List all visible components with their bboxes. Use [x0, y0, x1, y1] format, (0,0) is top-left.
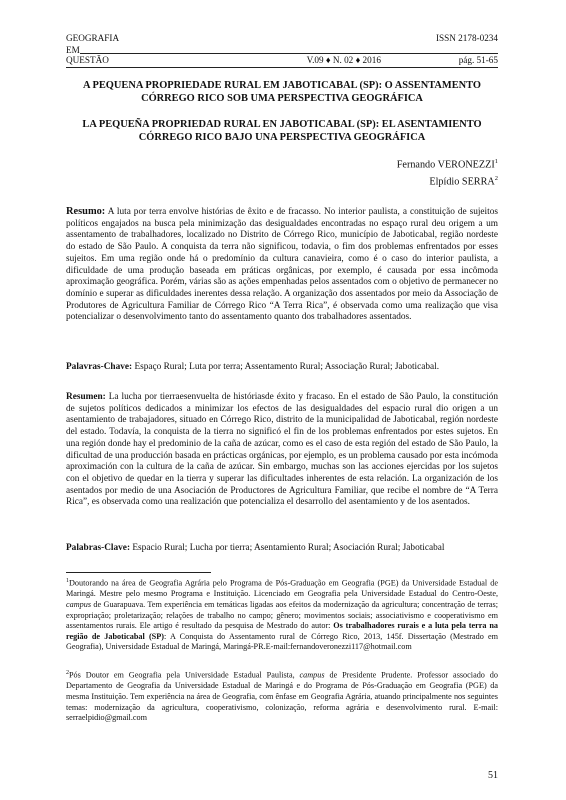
abstract-label: Resumen:: [66, 392, 106, 402]
footnote-separator: [66, 572, 211, 573]
thesis-title: Os trabalhadores rurais e a luta pela terra na região de Jaboticabal (SP): [66, 621, 498, 641]
volume-info: V.09 ♦ N. 02 ♦ 2016: [306, 55, 381, 65]
journal-name-line1: GEOGRAFIA: [66, 33, 120, 43]
abstract-label: Resumo:: [66, 206, 106, 217]
title-portuguese: A PEQUENA PROPRIEDADE RURAL EM JABOTICABAL (SP): O ASSENTAMENTO CÓRREGO RICO SOB UMA PERSPECTIVA GEOGRÁFICA: [83, 80, 481, 104]
title-spanish: LA PEQUEÑA PROPRIEDAD RURAL EN JABOTICABAL (SP): EL ASENTAMIENTO CÓRREGO RICO BAJO UNA PERSPECTIVA GEOGRÁFICA: [82, 119, 482, 143]
author: Fernando VERONEZZI$^1$: [396, 158, 498, 171]
journal-name-line2: EM: [66, 45, 80, 55]
abstract-text: A luta por terra envolve histórias de êxito e de fracasso. No interior paulista, a constituição de sujeitos políticos engajados na busca pela minimização das desigualdades encontradas no espaço rural deu origem a um assentamento de trabalhadores, localizado no Distrito de Córrego Rico, município de Jaboticabal, região nordeste do estado de São Paulo. A conquista da terra não significou, todavia, o fim dos problemas enfrentados por esses sujeitos. Em uma região onde há o predomínio da cultura canavieira, como é o caso do interior paulista, a dificuldade de uma produção baseada em práticas orgânicas, por exemplo, é causada por essa incômoda aproximação geográfica. Porém, várias são as ações empenhadas pelos assentados com o objetivo de permanecer no domínio e superar as dificuldades inerentes dessa relação. A organização dos assentados por meio da Associação de Produtores de Agricultura Familiar de Córrego Rico “A Terra Rica”, é observada como uma realização que visa potencializar o desenvolvimento tanto do assentamento quanto dos trabalhadores assentados.: [66, 207, 498, 323]
abstract-text: La lucha por tierraesenvuelta de históriasde éxito y fracaso. En el estado de São Paulo, la constitución de sujetos políticos dedicados a minimizar los efectos de las desigualdades del espacio rural dio origen a un asentamiento de trabajadores, situado en Córrego Rico, distrito de la municipalidad de Jaboticabal, región nordeste del estado. Todavía, la conquista de la tierra no significó el fin de los problemas enfrentados por estes sujetos. En una región donde hay el predominio de la caña de azúcar, como es el caso de esta región del estado de São Paulo, la dificultad de una producción basada en prácticas orgánicas, por ejemplo, es un problema causado por esta incómoda aproximación con la cultura de la caña de azúcar. Sin embargo, muchas son las acciones ejercidas por los sujetos con el objetivo de quedar en la tierra y superar las dificultades inherentes de esta relación. La organización de los asentados por medio de una Asociación de Productores de Agricultura Familiar, que recibe el nombre de “A Terra Rica”, es observada como una realización que potencializa el desarrollo del asentamiento y de los asentados.: [66, 392, 498, 508]
footnote-marker[interactable]: 1: [494, 158, 498, 165]
footnote-1: $^1$Doutorando na área de Geografia Agrária pelo Programa de Pós-Graduação em Geografia (PGE) da Universidade Estadual de Maringá. Mestre pelo mesmo Programa e Instituição. Licenciado em Geografia pela Universidade Estadual do Centro-Oeste, campus de Guarapuava. Tem experiência em temáticas ligadas aos efeitos da modernização da agricultura; concentração de terras; expropriação; proletarização; relações de trabalho no campo; gênero; movimentos sociais; associativismo e cooperativismo em assentamentos rurais. Ele artigo é resultado da pesquisa de Mestrado do autor: Os trabalhadores rurais e a luta pela terra na região de Jaboticabal (SP): A Conquista do Assentamento rural de Córrego Rico, 2013, 145f. Dissertação (Mestrado em Geografia), Universidade Estadual de Maringá, Maringá-PR.E-mail:fernandoveronezzi117@hotmail.com: [66, 578, 499, 652]
footnote-marker[interactable]: 2: [494, 175, 498, 183]
author: Elpídio SERRA$^2$: [429, 175, 498, 188]
keywords-text: Espaço Rural; Luta por terra; Assentamento Rural; Associação Rural; Jaboticabal.: [134, 362, 440, 372]
journal-header-row3: [66, 55, 498, 68]
abstract-spanish: [66, 392, 498, 509]
page-number: 51: [488, 770, 498, 781]
keywords-portuguese: [66, 362, 498, 374]
page-range: pág. 51-65: [458, 55, 498, 65]
keywords-spanish: [66, 543, 498, 555]
issn: ISSN 2178-0234: [435, 33, 498, 43]
footnote-2: $^2$Pós Doutor em Geografia pela Universidade Estadual Paulista, campus de Presidente Prudente. Professor associado do Departamento de Geografia da Universidade Estadual de Maringá e do Programa de Pós-Graduação em Geografia (PGE) da mesma Instituição. Tem experiência na área de Geografia, com ênfase em Geografia Agrária, atuando principalmente nos seguintes temas: modernização da agricultura, cooperativismo, colonização, reforma agrária e desenvolvimento rural. E-mail: serraelpidio@gmail.com: [66, 670, 498, 723]
header-rule: [80, 45, 498, 54]
keywords-label: Palavras-Chave:: [66, 362, 133, 372]
journal-name-line3: QUESTÃO: [66, 55, 109, 65]
journal-header-row1: [66, 33, 498, 44]
author-list: [397, 155, 498, 190]
keywords-label: Palabras-Clave:: [66, 543, 131, 553]
keywords-text: Espacio Rural; Lucha por tierra; Asentamiento Rural; Asociación Rural; Jaboticabal: [132, 543, 445, 553]
abstract-portuguese: [66, 206, 498, 324]
